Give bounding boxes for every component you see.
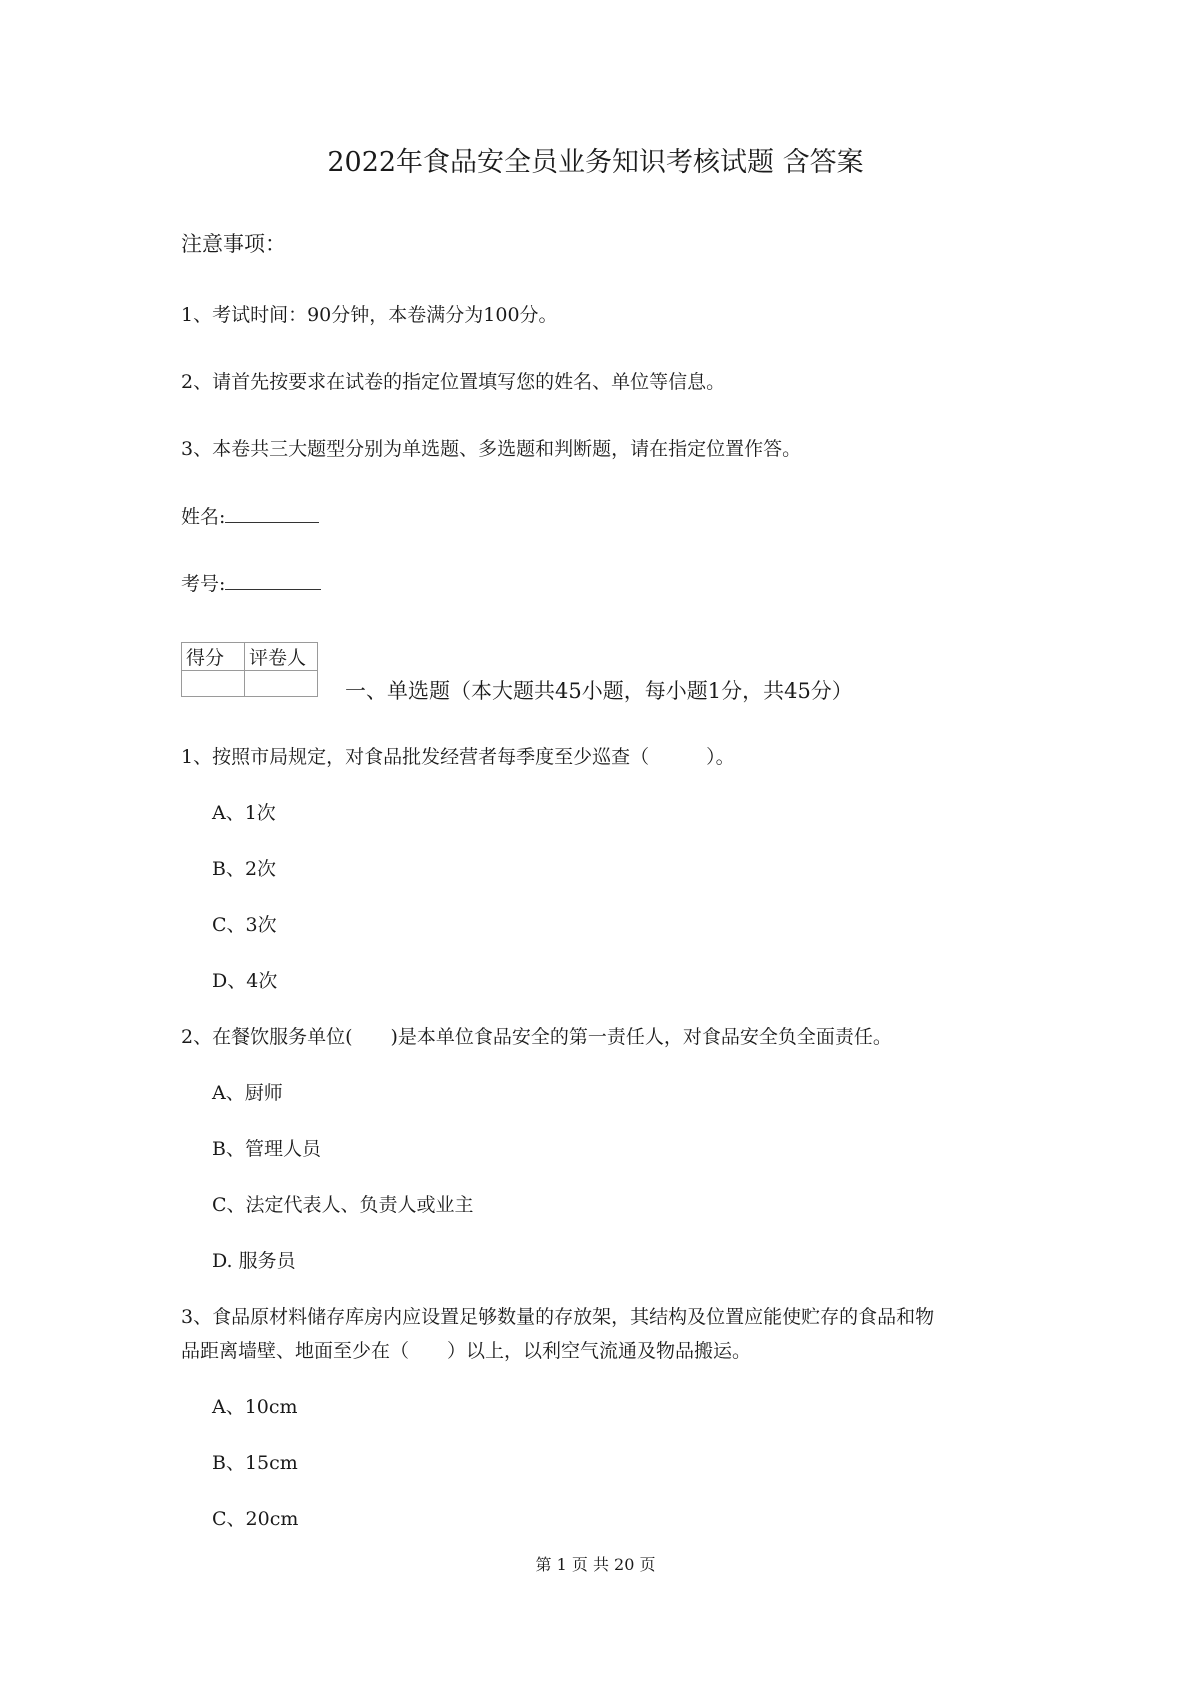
question-3-option-a: A、10cm (212, 1396, 298, 1418)
score-header: 得分 (182, 643, 245, 671)
question-1-option-d: D、4次 (212, 970, 278, 992)
name-field (181, 502, 319, 529)
exam-id-blank[interactable] (225, 571, 321, 590)
grader-header: 评卷人 (245, 643, 318, 671)
score-table (181, 642, 318, 697)
question-3-stem-line-2: 品距离墙壁、地面至少在（ ）以上，以利空气流通及物品搬运。 (181, 1340, 752, 1362)
section-title: 一、单选题（本大题共45小题，每小题1分，共45分） (345, 679, 853, 703)
name-label: 姓名: (181, 506, 226, 528)
note-item-1: 1、考试时间：90分钟，本卷满分为100分。 (181, 304, 558, 326)
question-3-option-c: C、20cm (212, 1508, 299, 1530)
question-1-option-a: A、1次 (212, 802, 276, 824)
question-2-option-c: C、法定代表人、负责人或业主 (212, 1194, 474, 1216)
question-1-option-c: C、3次 (212, 914, 277, 936)
grader-cell[interactable] (245, 671, 318, 697)
question-2-option-d: D. 服务员 (212, 1250, 296, 1272)
exam-id-field (181, 569, 321, 596)
question-2-option-b: B、管理人员 (212, 1138, 321, 1160)
question-1-stem: 1、按照市局规定，对食品批发经营者每季度至少巡查（ ）。 (181, 746, 735, 768)
document-title: 2022年食品安全员业务知识考核试题 含答案 (327, 147, 864, 178)
question-2-option-a: A、厨师 (212, 1082, 283, 1104)
exam-id-label: 考号: (181, 573, 226, 595)
page-footer: 第 1 页 共 20 页 (535, 1555, 656, 1574)
note-item-2: 2、请首先按要求在试卷的指定位置填写您的姓名、单位等信息。 (181, 371, 726, 393)
question-2-stem: 2、在餐饮服务单位( )是本单位食品安全的第一责任人，对食品安全负全面责任。 (181, 1026, 892, 1048)
score-cell[interactable] (182, 671, 245, 697)
question-1-option-b: B、2次 (212, 858, 277, 880)
name-blank[interactable] (225, 504, 319, 523)
question-3-option-b: B、15cm (212, 1452, 298, 1474)
notes-heading: 注意事项： (181, 232, 286, 256)
question-3-stem-line-1: 3、食品原材料储存库房内应设置足够数量的存放架，其结构及位置应能使贮存的食品和物 (181, 1306, 935, 1328)
note-item-3: 3、本卷共三大题型分别为单选题、多选题和判断题，请在指定位置作答。 (181, 438, 802, 460)
